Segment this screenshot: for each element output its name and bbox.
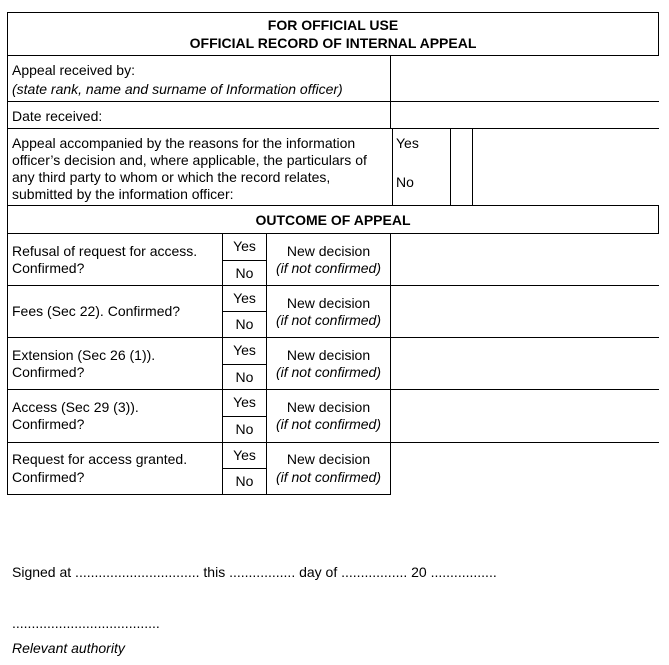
row4-label-line1: Access (Sec 29 (3)). <box>12 399 139 415</box>
signed-at-line: Signed at ................................ this ................. day of ................. 20 ................. <box>12 564 497 580</box>
official-appeal-record-form <box>7 12 659 495</box>
row1-no: No <box>235 265 254 281</box>
row5-label-line1: Request for access granted. <box>12 451 188 467</box>
row1-decision-note: (if not confirmed) <box>275 260 382 276</box>
divider-received-date <box>390 55 391 128</box>
line-below-row4 <box>7 442 659 443</box>
line-row3-yes-no <box>222 364 266 365</box>
row4-label-line2: Confirmed? <box>12 416 85 432</box>
accompanied-line4: submitted by the information officer: <box>12 186 234 202</box>
divider-accompanied-right <box>472 128 473 205</box>
row2-new-decision: New decision <box>286 295 371 311</box>
line-row2-yes-no <box>222 311 266 312</box>
line-below-header <box>7 55 659 56</box>
received-by-note: (state rank, name and surname of Information officer) <box>12 81 343 97</box>
row1-label-line1: Refusal of request for access. <box>12 243 198 259</box>
row1-yes: Yes <box>233 238 256 254</box>
row4-new-decision: New decision <box>286 399 371 415</box>
row1-label-line2: Confirmed? <box>12 260 85 276</box>
line-row5-yes-no <box>222 468 266 469</box>
relevant-authority-label: Relevant authority <box>12 640 125 656</box>
signature-dots: ...................................... <box>12 615 160 631</box>
row2-decision-note: (if not confirmed) <box>275 312 382 328</box>
line-below-accompanied <box>7 205 659 206</box>
row5-decision-note: (if not confirmed) <box>275 469 382 485</box>
row3-yes: Yes <box>233 342 256 358</box>
row3-decision-note: (if not confirmed) <box>275 364 382 380</box>
line-below-received-by <box>7 101 659 102</box>
outcome-title: OUTCOME OF APPEAL <box>255 212 411 228</box>
accompanied-line1: Appeal accompanied by the reasons for the information <box>12 135 356 151</box>
line-below-row3 <box>7 389 659 390</box>
header-line2: OFFICIAL RECORD OF INTERNAL APPEAL <box>189 35 477 51</box>
line-below-row1 <box>7 285 659 286</box>
header-line1: FOR OFFICIAL USE <box>267 17 399 33</box>
border-top <box>7 12 659 13</box>
accompanied-line3: any third party to whom or which the record relates, <box>12 169 331 185</box>
row3-no: No <box>235 369 254 385</box>
row1-new-decision: New decision <box>286 243 371 259</box>
row2-yes: Yes <box>233 290 256 306</box>
accompanied-line2: officer’s decision and, where applicable, the particulars of <box>12 152 367 168</box>
line-below-row2 <box>7 337 659 338</box>
accompanied-yes-label: Yes <box>396 135 419 151</box>
border-bottom <box>7 494 390 495</box>
row3-new-decision: New decision <box>286 347 371 363</box>
divider-accompanied-left <box>392 128 393 205</box>
line-row1-yes-no <box>222 260 266 261</box>
received-by-label: Appeal received by: <box>12 62 135 78</box>
divider-accompanied-mid <box>450 128 451 205</box>
row5-no: No <box>235 473 254 489</box>
accompanied-no-label: No <box>396 174 414 190</box>
row4-yes: Yes <box>233 394 256 410</box>
row4-decision-note: (if not confirmed) <box>275 416 382 432</box>
row5-new-decision: New decision <box>286 451 371 467</box>
date-received-label: Date received: <box>12 108 103 124</box>
line-row4-yes-no <box>222 416 266 417</box>
row5-label-line2: Confirmed? <box>12 469 85 485</box>
row2-no: No <box>235 316 254 332</box>
line-below-outcome-title <box>7 233 659 234</box>
row5-yes: Yes <box>233 447 256 463</box>
row3-label-line2: Confirmed? <box>12 364 85 380</box>
line-below-date-received <box>7 128 659 129</box>
row3-label-line1: Extension (Sec 26 (1)). <box>12 347 156 363</box>
row4-no: No <box>235 421 254 437</box>
border-left <box>7 12 8 495</box>
divider-decision-right <box>390 233 391 495</box>
row2-label-line1: Fees (Sec 22). Confirmed? <box>12 303 181 319</box>
